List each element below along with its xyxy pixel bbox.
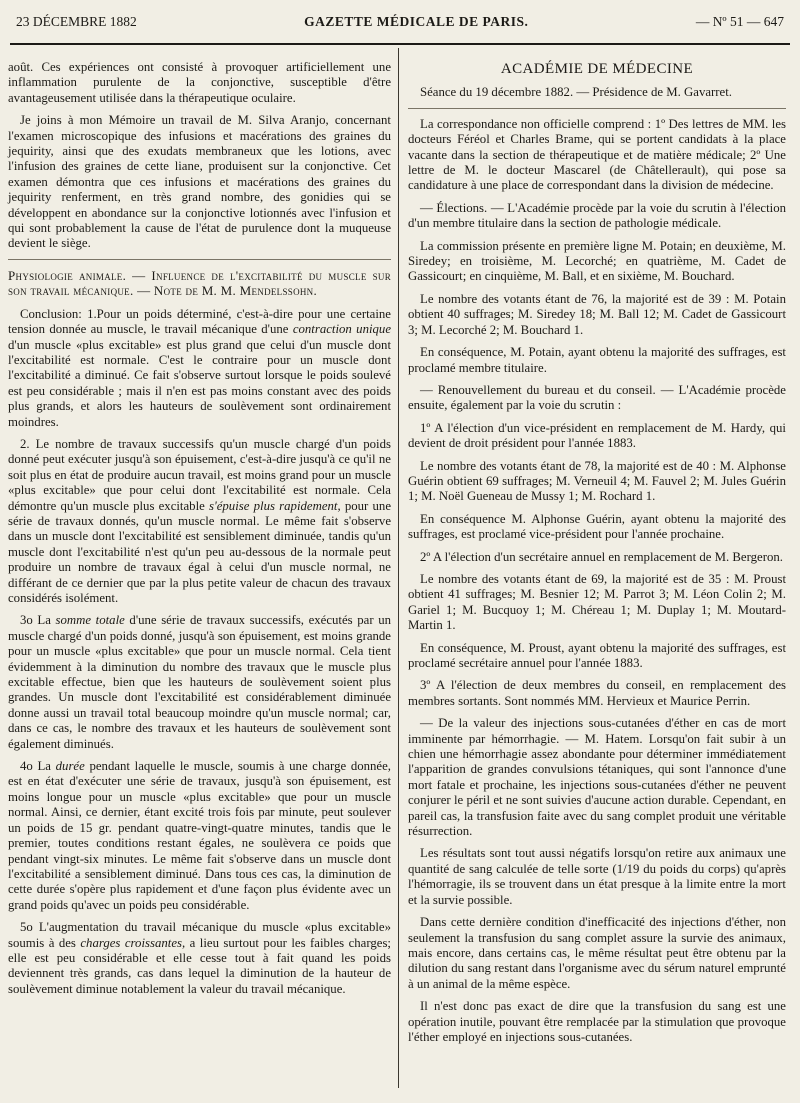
paragraph: Je joins à mon Mémoire un travail de M. Silva Aranjo, concernant l'examen microscopique des infusions et macérations des graines du jequirity, ainsi que des exudats membraneux que les lotions, avec l'infusion des graines de cette liane, produisent sur la conjonctive. Cet examen démontra que ces infusions et macérations des graines du jequirity renferment, en très grand nombre, des gonidies qui se développent en abondance sur la conjonctive lotionnés avec l'infusion et qui sont probablement la cause de l'état de purulence dont la muqueuse devient le siège. (8, 113, 391, 251)
right-column (408, 60, 786, 1052)
header-number: — Nº 51 — 647 (695, 14, 784, 29)
conclusion-4: 4o La durée pendant laquelle le muscle, soumis à une charge donnée, est en état d'exécuter une série de travaux, jusqu'à son épuisement, est moins longue pour un muscle «plus excitable» que pour un muscle normal. Ainsi, ce dernier, étant excité trois fois par minute, peut soulever un poids de 15 gr. pendant quatre-vingt-quatre minutes, tandis que le premier, toutes conditions restant égales, ne soulèvera ce poids que pendant vingt-six minutes. Le même fait s'observe dans un muscle dont l'excitabilité a sensiblement diminué. Dans tous ces cas, la diminution de cette durée s'opère plus rapidement et d'une façon plus évidente avec un grand poids qu'avec un poids peu considérable. (8, 759, 391, 912)
section-title: Physiologie animale. — Influence de l'excitabilité du muscle sur son travail mécanique. — Note de M. M. Mendelssohn. (8, 267, 391, 299)
academy-title: ACADÉMIE DE MÉDECINE (500, 61, 694, 77)
paragraph: La commission présente en première ligne M. Potain; en deuxième, M. Siredey; en troisième, M. Lecorché; en quatrième, M. Cadet de Gassicourt; en cinquième, M. Ball, et en sixième, M. Bouchard. (408, 238, 786, 284)
conclusion-5: 5o L'augmentation du travail mécanique du muscle «plus excitable» soumis à des charges croissantes, a lieu surtout pour les faibles charges; elle est peu considérable et elle cesse tout à fait quand les poids deviennent très grands, cas dans lequel la diminution de la hauteur de soulèvement diminue notablement la valeur du travail mécanique. (8, 920, 391, 996)
paragraph: Le nombre des votants étant de 78, la majorité est de 40 : M. Alphonse Guérin obtient 69 suffrages; M. Verneuil 4; M. Fauvel 2; M. Jules Guérin 1; M. Noël Gueneau de Mussy 1; M. Rochard 1. (408, 458, 786, 504)
paragraph: — Renouvellement du bureau et du conseil. — L'Académie procède ensuite, également par la voie du scrutin : (408, 382, 786, 413)
paragraph: 2º A l'élection d'un secrétaire annuel en remplacement de M. Bergeron. (420, 549, 783, 564)
paragraph: Le nombre des votants étant de 76, la majorité est de 39 : M. Potain obtient 40 suffrages; M. Siredey 18; M. Ball 12; M. Cadet de Gassicourt 3; M. Lecorché 2; M. Bouchard 1. (408, 291, 786, 337)
left-column (8, 60, 391, 1004)
paragraph: 3º A l'élection de deux membres du conseil, en remplacement des membres sortants. Sont nommés MM. Hervieux et Maurice Perrin. (408, 678, 786, 708)
paragraph: août. Ces expériences ont consisté à provoquer artificiellement une inflammation purulente de la conjonctive, susceptible d'être avantageusement utilisée dans la thérapeutique oculaire. (8, 60, 391, 105)
paragraph: — Élections. — L'Académie procède par la voie du scrutin à l'élection d'un membre titulaire dans la section de pathologie médicale. (408, 200, 786, 231)
conclusion-1: Conclusion: 1.Pour un poids déterminé, c'est-à-dire pour une certaine tension donnée au muscle, le travail mécanique d'une contraction unique d'un muscle «plus excitable» est plus grand que celui d'un muscle dont l'excitabilité est normale. C'est le contraire pour un muscle dont l'excitabilité a diminué. Ce fait s'observe surtout lorsque le poids soulevé est peu considérable ; mais il n'en est pas moins constant avec des poids plus grands, et alors les hauteurs de soulèvement sont ordinairement moindres. (8, 306, 391, 429)
paragraph: Les résultats sont tout aussi négatifs lorsqu'on retire aux animaux une quantité de sang calculée de telle sorte (1/19 du poids du corps) qu'après l'hémorragie, ils se trouvent dans un état presque à la limite entre la mort et la survie possible. (408, 846, 786, 907)
divider (8, 259, 391, 260)
conclusion-3: 3o La somme totale d'une série de travaux successifs, exécutés par un muscle chargé d'un poids donné, jusqu'à son épuisement, est moins grande pour un muscle «plus excitable» que pour un muscle normal. Cela tient évidemment à la diminution du nombre des travaux que le muscle plus excitable effectue, bien que les hauteurs de soulèvement soient plus grandes. Un muscle dont l'excitabilité est considérablement diminuée donne aussi un travail total beaucoup moindre qu'un muscle normal; car, dans ce cas, le nombre des travaux et les hauteurs de soulèvement sont également diminués. (8, 613, 391, 751)
header-title: GAZETTE MÉDICALE DE PARIS. (304, 14, 529, 29)
paragraph: 1º A l'élection d'un vice-président en remplacement de M. Hardy, qui devient de droit président pour l'année 1883. (408, 420, 786, 451)
paragraph: La correspondance non officielle comprend : 1º Des lettres de MM. les docteurs Féréol et Charles Brame, qui se portent candidats à la place vacante dans la section de thérapeutique et de matière médicale; 2º Une lettre de M. le docteur Mascarel (de Châtellerault), qui pose sa candidature à une place de correspondant dans la division de médecine. (408, 116, 786, 193)
paragraph: — De la valeur des injections sous-cutanées d'éther en cas de mort imminente par hémorrhagie. — M. Hatem. Lorsqu'on fait subir à un chien une hémorrhagie assez abondante pour déterminer immédiatement l'apparition de grandes convulsions tétaniques, qui sont l'annonce d'une mort fatale et prochaine, les injections sous-cutanées d'éther ne peuvent conjurer le péril et ne sont suivies d'aucune action durable. Cependant, en pareil cas, la transfusion faite avec du sang complet produit une véritable résurrection. (408, 716, 786, 839)
conclusion-2: 2. Le nombre de travaux successifs qu'un muscle chargé d'un poids donné peut exécuter jusqu'à son épuisement, c'est-à-dire jusqu'à ce qu'il ne soit plus en état de produire aucun travail, est moins grand pour un muscle «plus excitable» que pour celui dont l'excitabilité est normale. Cela démontre qu'un muscle plus excitable s'épuise plus rapidement, pour une série de travaux donnés, qu'un muscle normal. Le même fait s'observe dans un muscle dont l'excitabilité est sensiblement diminuée, tandis qu'un muscle dont l'excitabilité n'est qu'un peu au-dessous de la normale peut produire un nombre de travaux égal à celui d'un muscle normal, ne différant de ce dernier que par la plus petite valeur de chacun des travaux considérés isolément. (8, 436, 391, 605)
paragraph: En conséquence, M. Proust, ayant obtenu la majorité des suffrages, est proclamé secrétaire annuel pour l'année 1883. (408, 640, 786, 670)
paragraph: En conséquence M. Alphonse Guérin, ayant obtenu la majorité des suffrages, est proclamé vice-président pour l'année prochaine. (408, 511, 786, 542)
header-date: 23 DÉCEMBRE 1882 (16, 14, 137, 29)
paragraph: En conséquence, M. Potain, ayant obtenu la majorité des suffrages, est proclamé membre titulaire. (408, 345, 786, 375)
paragraph: Il n'est donc pas exact de dire que la transfusion du sang est une opération inutile, pouvant être remplacée par la stimulation que provoque l'éther employé en injections sous-cutanées. (408, 999, 786, 1044)
column-divider (398, 48, 399, 1088)
paragraph: Le nombre des votants étant de 69, la majorité est de 35 : M. Proust obtient 41 suffrages; M. Besnier 12; M. Parrot 3; M. Léon Colin 2; M. Gariel 1; M. Bucquoy 1; M. Chéreau 1; M. Duplay 1; M. Moutard-Martin 1. (408, 571, 786, 633)
paragraph: Dans cette dernière condition d'inefficacité des injections d'éther, non seulement la transfusion du sang complet assure la survie des animaux, mais encore, dans certains cas, le même résultat peut être obtenu par la dilution du sang restant dans l'organisme avec du sérum naturel emprunté à un animal de la même espèce. (408, 915, 786, 991)
divider (408, 108, 786, 109)
page-header (10, 14, 790, 45)
session-line: Séance du 19 décembre 1882. — Présidence de M. Gavarret. (420, 85, 732, 100)
